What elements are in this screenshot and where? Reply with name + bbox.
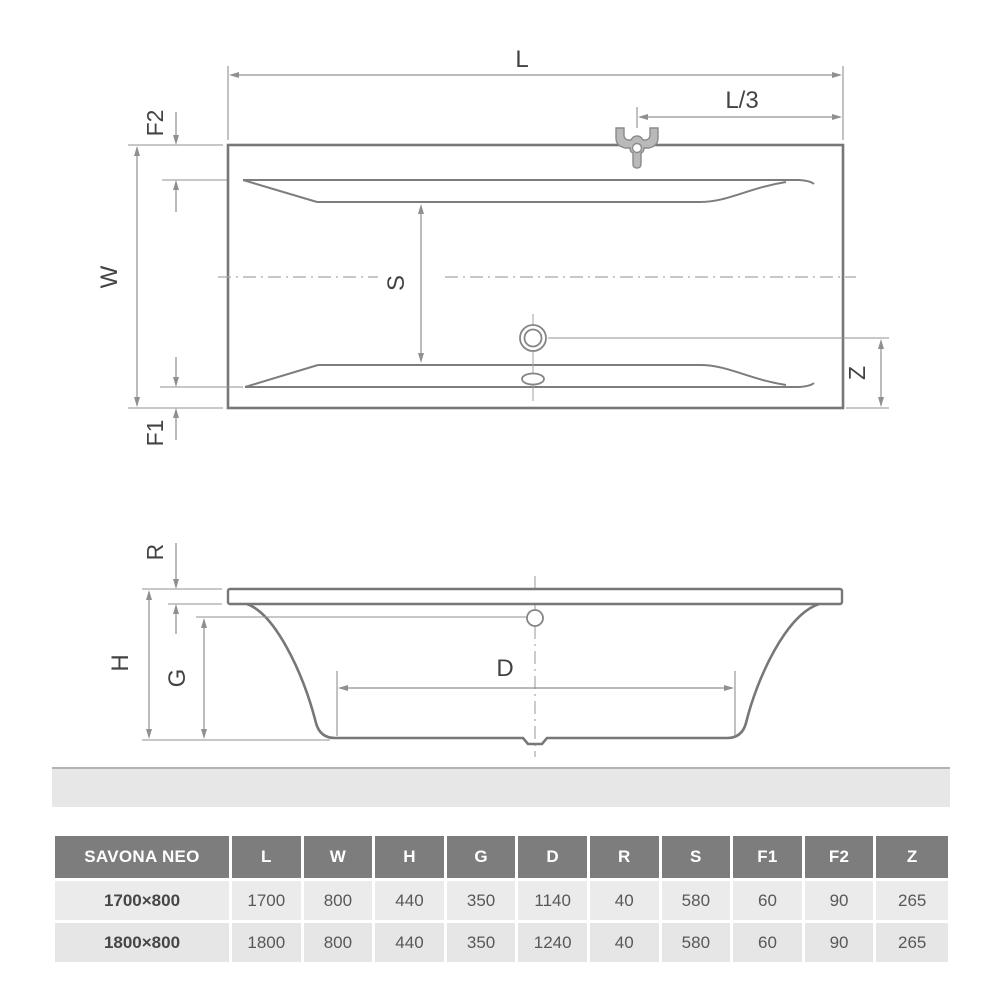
header-L: L [232, 836, 304, 881]
value-D: 1140 [518, 881, 590, 923]
header-H: H [375, 836, 447, 881]
model-name: 1800×800 [55, 923, 232, 962]
label-L3: L/3 [725, 87, 759, 114]
value-R: 40 [590, 881, 662, 923]
label-L: L [515, 46, 529, 73]
label-R: R [142, 543, 168, 561]
header-series: SAVONA NEO [55, 836, 232, 881]
value-S: 580 [662, 923, 734, 962]
side-view [107, 543, 842, 757]
dim-W [96, 145, 223, 408]
header-R: R [590, 836, 662, 881]
value-F1: 60 [733, 881, 805, 923]
value-W: 800 [304, 881, 376, 923]
value-S: 580 [662, 881, 734, 923]
value-L: 1700 [232, 881, 304, 923]
plan-view [96, 46, 889, 446]
header-F1: F1 [733, 836, 805, 881]
value-Z: 265 [876, 923, 948, 962]
table-row [55, 923, 948, 962]
value-D: 1240 [518, 923, 590, 962]
value-R: 40 [590, 923, 662, 962]
dim-F2 [142, 110, 227, 212]
label-F1: F1 [142, 419, 168, 447]
header-D: D [518, 836, 590, 881]
header-F2: F2 [805, 836, 877, 881]
overflow-ellipse [522, 374, 544, 385]
label-H: H [107, 654, 134, 672]
dim-D [337, 655, 735, 736]
header-G: G [447, 836, 519, 881]
drain-inner-circle [525, 330, 542, 347]
value-F1: 60 [733, 923, 805, 962]
value-H: 440 [375, 881, 447, 923]
dim-L3 [637, 87, 842, 128]
label-W: W [96, 265, 123, 289]
value-Z: 265 [876, 881, 948, 923]
value-F2: 90 [805, 881, 877, 923]
dim-G [164, 617, 526, 739]
value-F2: 90 [805, 923, 877, 962]
floor-band [52, 767, 950, 807]
label-S: S [383, 274, 410, 292]
table-header-row [55, 836, 948, 881]
header-Z: Z [876, 836, 948, 881]
value-G: 350 [447, 923, 519, 962]
value-L: 1800 [232, 923, 304, 962]
dimensions-table [55, 836, 948, 962]
value-H: 440 [375, 923, 447, 962]
model-name: 1700×800 [55, 881, 232, 923]
header-S: S [662, 836, 734, 881]
header-W: W [304, 836, 376, 881]
value-G: 350 [447, 881, 519, 923]
label-G: G [164, 668, 191, 688]
rim-profile [228, 589, 842, 604]
label-D: D [496, 655, 514, 682]
label-Z: Z [844, 365, 870, 381]
label-F2: F2 [142, 109, 168, 137]
value-W: 800 [304, 923, 376, 962]
side-drain-circle [527, 610, 543, 626]
dim-R [142, 543, 222, 634]
table-row [55, 881, 948, 923]
